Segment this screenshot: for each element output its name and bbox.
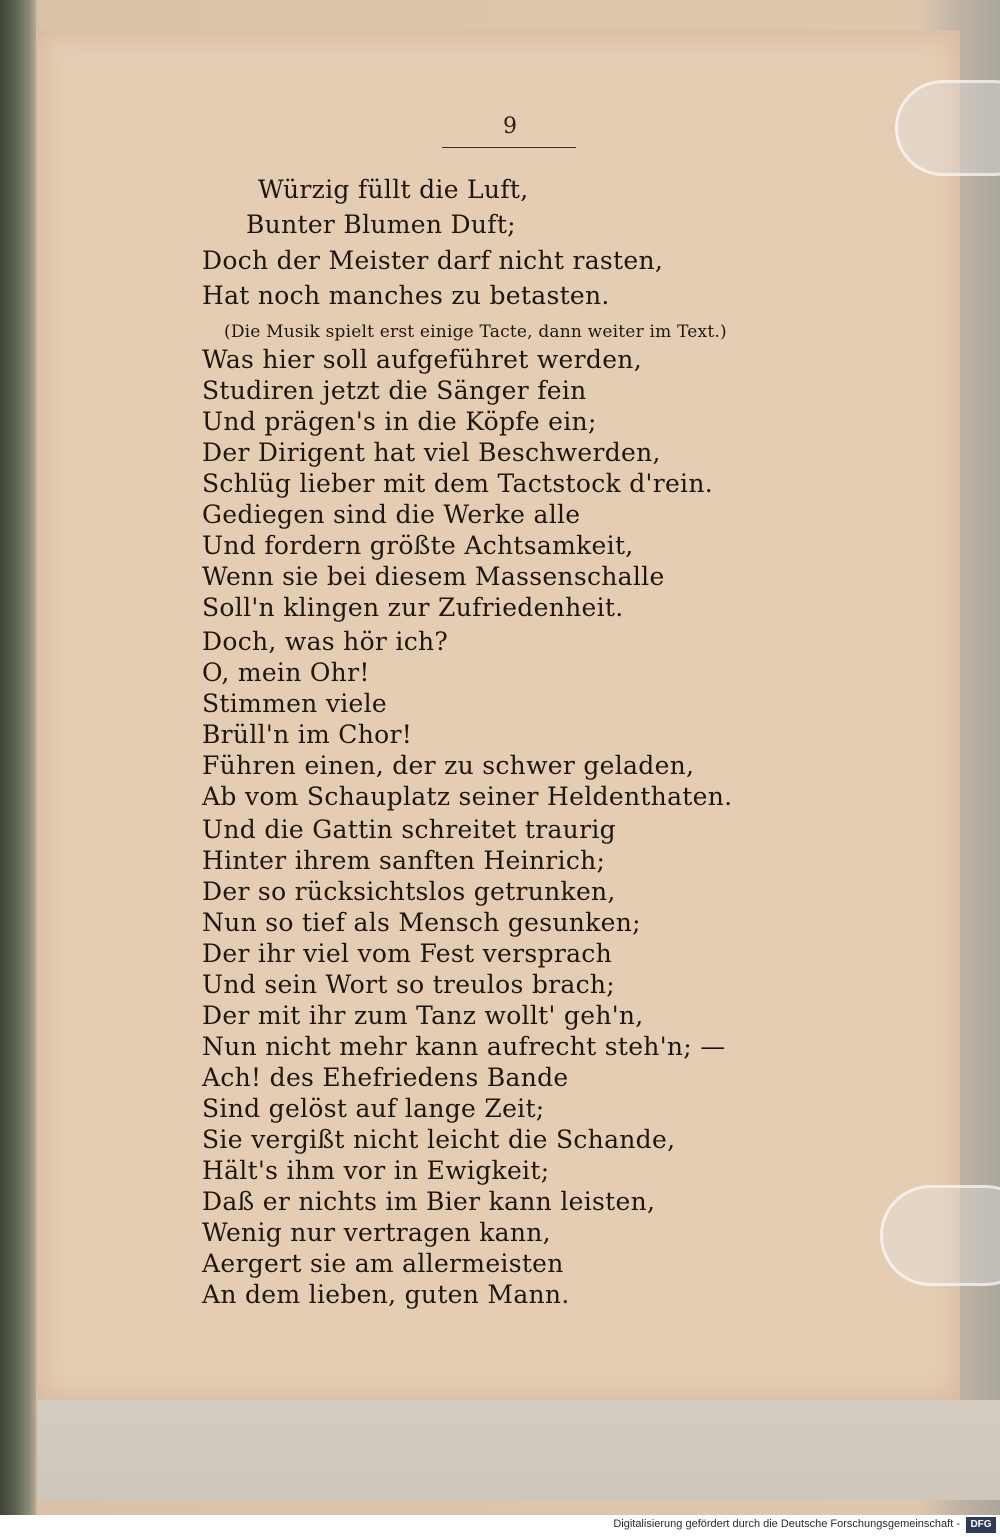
poem-line: Brüll'n im Chor!: [202, 720, 413, 749]
dfg-logo: DFG: [966, 1517, 996, 1533]
poem-line: Hält's ihm vor in Ewigkeit;: [202, 1156, 550, 1185]
poem-line: Wenig nur vertragen kann,: [202, 1218, 551, 1247]
poem-line: Sind gelöst auf lange Zeit;: [202, 1094, 545, 1123]
poem-line: Doch, was hör ich?: [202, 627, 449, 656]
poem-line: Soll'n klingen zur Zufriedenheit.: [202, 593, 624, 622]
page-underlay: [38, 1400, 1000, 1500]
digitization-credit: Digitalisierung gefördert durch die Deutsche Forschungsgemeinschaft -: [613, 1518, 960, 1530]
poem-line: Der so rücksichtslos getrunken,: [202, 877, 616, 906]
poem-line: Ach! des Ehefriedens Bande: [202, 1063, 569, 1092]
poem-line: Gediegen sind die Werke alle: [202, 500, 581, 529]
poem-line: Studiren jetzt die Sänger fein: [202, 376, 587, 405]
poem-line: Stimmen viele: [202, 689, 388, 718]
poem-line: Hinter ihrem sanften Heinrich;: [202, 846, 606, 875]
poem-line: Hat noch manches zu betasten.: [202, 281, 610, 310]
poem-line: Nun so tief als Mensch gesunken;: [202, 908, 641, 937]
poem-line: Aergert sie am allermeisten: [202, 1249, 564, 1278]
poem-line: Und sein Wort so treulos brach;: [202, 970, 616, 999]
poem-line: O, mein Ohr!: [202, 658, 370, 687]
poem-line: Ab vom Schauplatz seiner Heldenthaten.: [202, 782, 733, 811]
footer-bar: [0, 1515, 1000, 1537]
poem-line: Nun nicht mehr kann aufrecht steh'n; —: [202, 1032, 726, 1061]
poem-line: Schlüg lieber mit dem Tactstock d'rein.: [202, 469, 713, 498]
poem-line: Der mit ihr zum Tanz wollt' geh'n,: [202, 1001, 644, 1030]
poem-line: Bunter Blumen Duft;: [246, 210, 516, 239]
poem-line: Sie vergißt nicht leicht die Schande,: [202, 1125, 676, 1154]
page-number: 9: [503, 114, 517, 139]
poem-line: Und die Gattin schreitet traurig: [202, 815, 616, 844]
poem-line: Würzig füllt die Luft,: [258, 175, 529, 204]
stage-direction: (Die Musik spielt erst einige Tacte, dann weiter im Text.): [224, 322, 727, 342]
poem-line: Führen einen, der zu schwer geladen,: [202, 751, 695, 780]
poem-line: An dem lieben, guten Mann.: [202, 1280, 570, 1309]
poem-line: Der ihr viel vom Fest versprach: [202, 939, 612, 968]
poem-line: Daß er nichts im Bier kann leisten,: [202, 1187, 656, 1216]
poem-line: Wenn sie bei diesem Massenschalle: [202, 562, 665, 591]
poem-line: Was hier soll aufgeführet werden,: [202, 345, 642, 374]
poem-line: Der Dirigent hat viel Beschwerden,: [202, 438, 661, 467]
poem-line: Und fordern größte Achtsamkeit,: [202, 531, 634, 560]
poem-line: Doch der Meister darf nicht rasten,: [202, 246, 664, 275]
poem-line: Und prägen's in die Köpfe ein;: [202, 407, 597, 436]
